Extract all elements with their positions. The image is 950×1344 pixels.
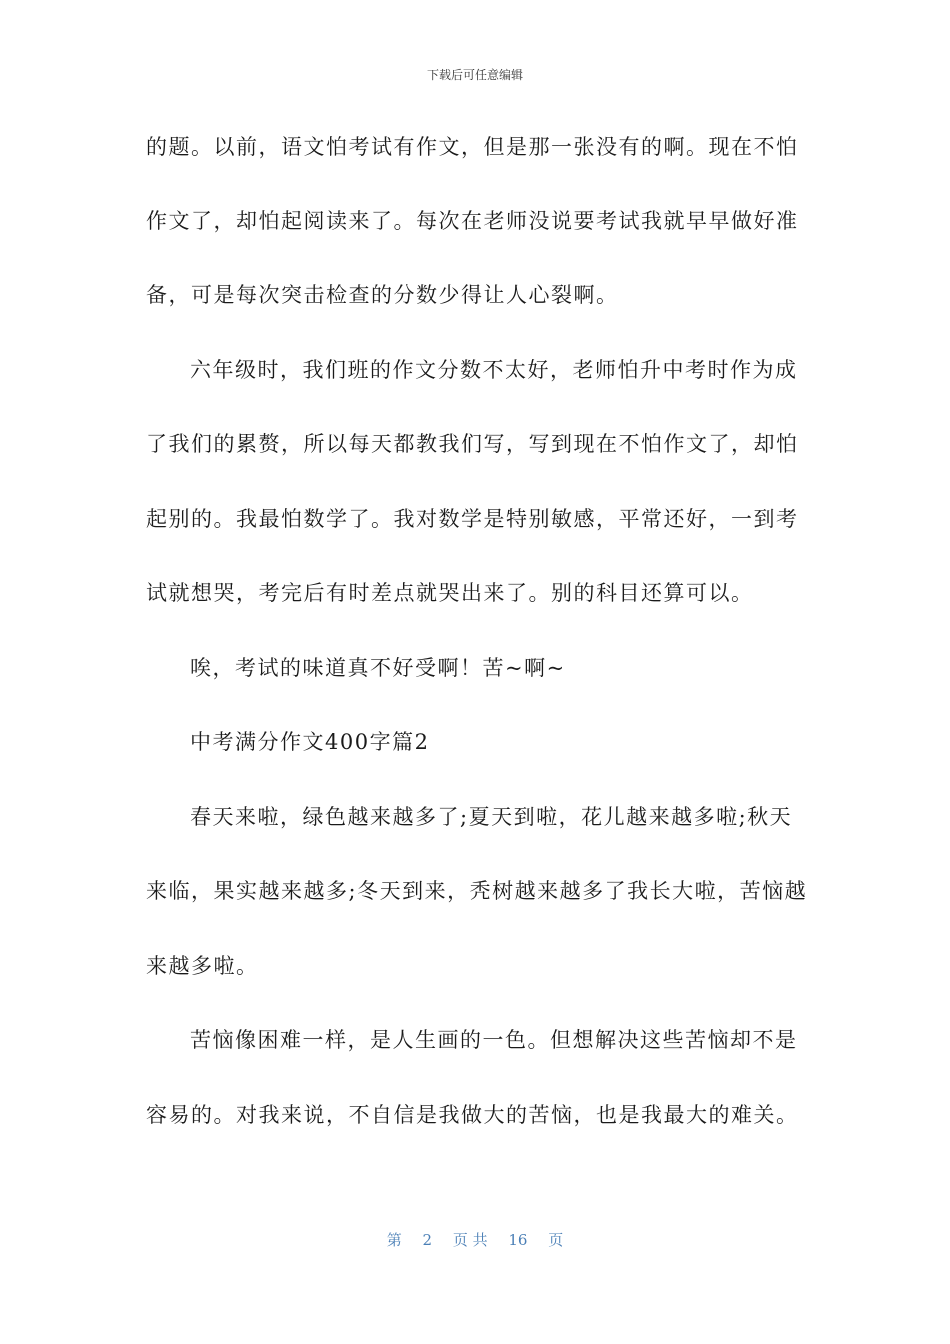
footer-page-number: 2: [422, 1231, 433, 1249]
text-line: 容易的。对我来说，不自信是我做大的苦恼，也是我最大的难关。: [146, 1103, 799, 1127]
text-line: 的题。以前，语文怕考试有作文，但是那一张没有的啊。现在不怕: [146, 135, 799, 159]
text-line: 来越多啦。: [146, 954, 259, 978]
text-line: 作文了，却怕起阅读来了。每次在老师没说要考试我就早早做好准: [146, 209, 799, 233]
text-line: 试就想哭，考完后有时差点就哭出来了。别的科目还算可以。: [146, 581, 754, 605]
text-line: 苦恼像困难一样，是人生画的一色。但想解决这些苦恼却不是: [190, 1028, 798, 1052]
footer-ye-gong: 页 共: [452, 1231, 488, 1249]
text-line: 春天来啦，绿色越来越多了;夏天到啦，花儿越来越多啦;秋天: [190, 805, 793, 829]
page-header: 下载后可任意编辑: [426, 68, 523, 82]
text-line: 来临，果实越来越多;冬天到来，秃树越来越多了我长大啦，苦恼越: [146, 879, 808, 903]
text-line: 了我们的累赘，所以每天都教我们写，写到现在不怕作文了，却怕: [146, 432, 799, 456]
footer-di: 第: [386, 1231, 402, 1249]
footer-total-pages: 16: [508, 1231, 528, 1249]
section-title: 中考满分作文400字篇2: [190, 730, 430, 754]
text-line: 六年级时，我们班的作文分数不太好，老师怕升中考时作为成: [190, 358, 798, 382]
footer-ye: 页: [548, 1231, 564, 1249]
page-footer: [0, 1229, 950, 1250]
text-line: 唉，考试的味道真不好受啊！苦~啊~: [190, 656, 566, 680]
text-line: 备，可是每次突击检查的分数少得让人心裂啊。: [146, 283, 619, 307]
text-line: 起别的。我最怕数学了。我对数学是特别敏感，平常还好，一到考: [146, 507, 799, 531]
